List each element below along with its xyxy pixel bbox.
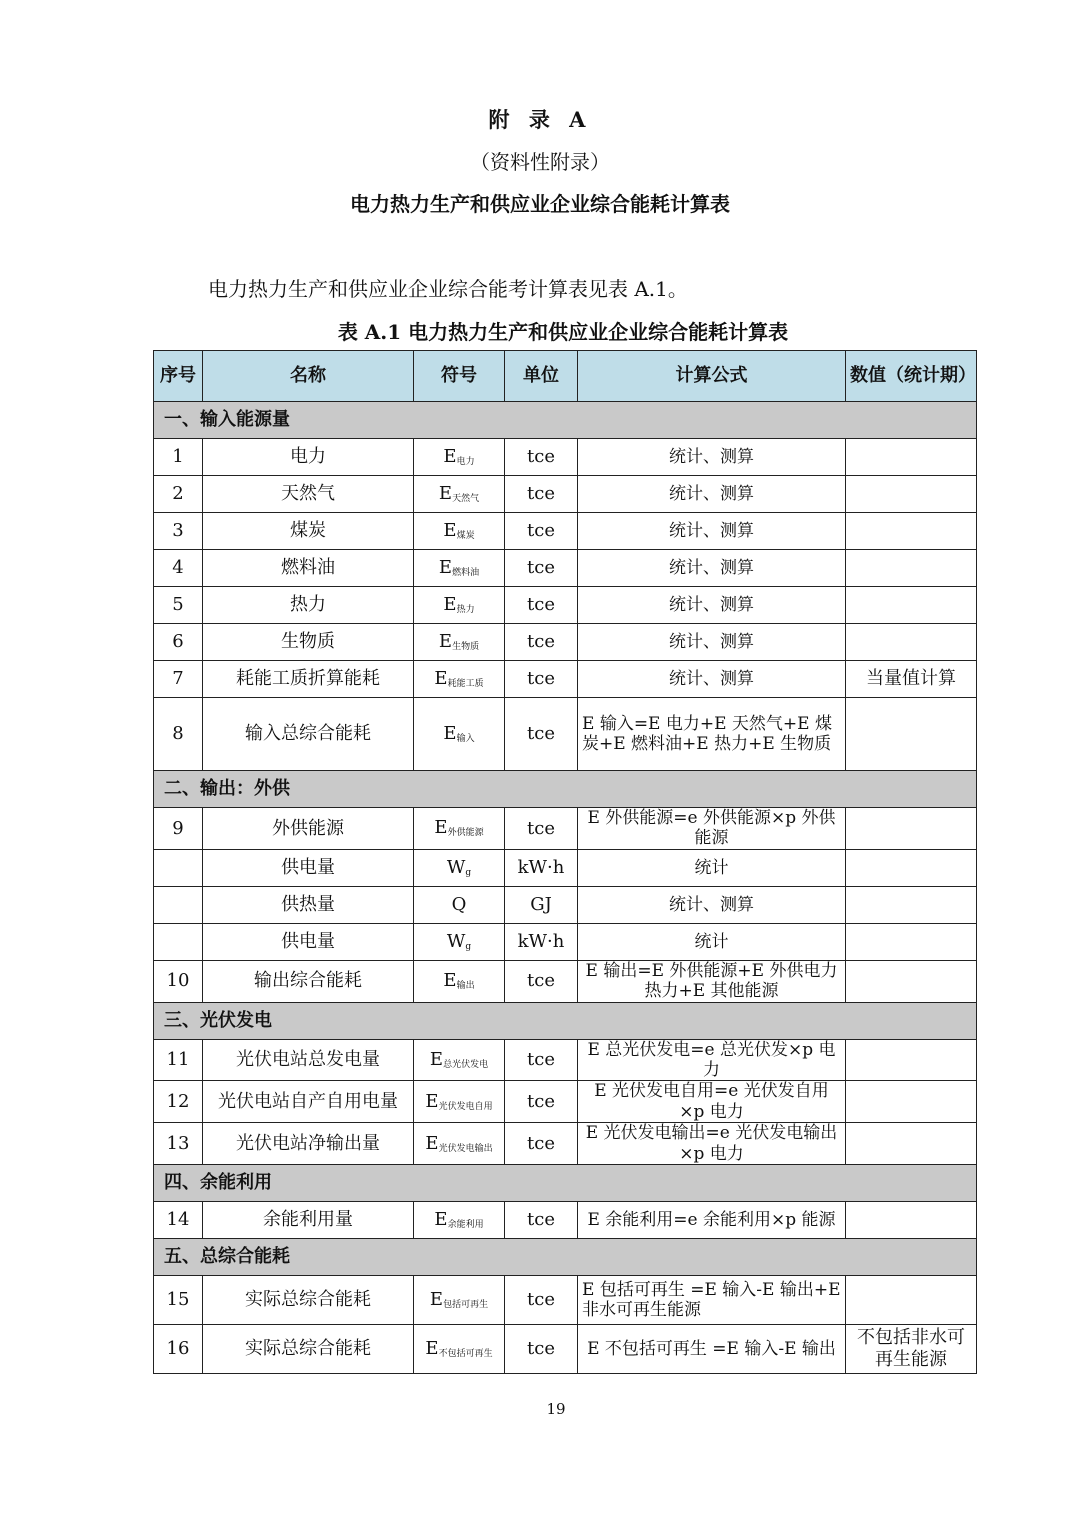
table-row — [154, 1201, 977, 1238]
cell-unit: tce — [505, 698, 578, 771]
cell-unit: tce — [505, 476, 578, 513]
symbol-subscript: 输入 — [456, 734, 475, 745]
cell-no: 7 — [154, 661, 203, 698]
cell-no: 4 — [154, 550, 203, 587]
symbol-main: E — [434, 1209, 448, 1230]
cell-formula: E 输入=E 电力+E 天然气+E 煤炭+E 燃料油+E 热力+E 生物质 — [578, 698, 846, 771]
cell-value — [846, 923, 977, 960]
symbol-subscript: 电力 — [456, 457, 475, 468]
cell-unit: tce — [505, 1081, 578, 1123]
symbol-main: E — [438, 631, 453, 653]
cell-symbol — [414, 476, 505, 513]
appendix-subtitle: （资料性附录） — [470, 150, 610, 174]
cell-symbol — [414, 661, 505, 698]
cell-value: 不包括非水可再生能源 — [846, 1324, 977, 1373]
cell-no: 16 — [154, 1324, 203, 1373]
table-row — [154, 1324, 977, 1373]
cell-name: 热力 — [203, 587, 414, 624]
symbol-main: E — [434, 817, 448, 839]
symbol-main: E — [425, 1338, 439, 1359]
symbol-subscript: 燃料油 — [452, 568, 480, 579]
cell-formula: 统计 — [578, 849, 846, 886]
cell-value: 当量值计算 — [846, 661, 977, 698]
cell-name: 天然气 — [203, 476, 414, 513]
cell-no — [154, 849, 203, 886]
table-row — [154, 1275, 977, 1324]
cell-formula: 统计、测算 — [578, 439, 846, 476]
section-row — [154, 1164, 977, 1201]
cell-name: 余能利用量 — [203, 1201, 414, 1238]
cell-name: 电力 — [203, 439, 414, 476]
page-number: 19 — [546, 1400, 566, 1418]
section-row — [154, 1238, 977, 1275]
cell-formula: E 包括可再生 =E 输入-E 输出+E 非水可再生能源 — [578, 1275, 846, 1324]
cell-value — [846, 550, 977, 587]
energy-calc-table — [153, 350, 977, 1374]
table-row — [154, 698, 977, 771]
symbol-main: W — [446, 856, 466, 878]
symbol-main: E — [443, 723, 457, 745]
cell-unit: tce — [505, 1039, 578, 1081]
table-row — [154, 624, 977, 661]
cell-formula: 统计 — [578, 923, 846, 960]
symbol-subscript: 天然气 — [452, 494, 480, 505]
cell-symbol — [414, 808, 505, 850]
cell-name: 外供能源 — [203, 808, 414, 850]
cell-unit: GJ — [505, 886, 578, 923]
cell-symbol — [414, 960, 505, 1002]
symbol-subscript: g — [465, 867, 472, 878]
cell-symbol — [414, 550, 505, 587]
appendix-name: 电力热力生产和供应业企业综合能耗计算表 — [350, 192, 730, 216]
cell-symbol — [414, 1081, 505, 1123]
cell-symbol — [414, 439, 505, 476]
cell-unit: tce — [505, 1275, 578, 1324]
symbol-main: E — [425, 1090, 439, 1112]
symbol-subscript: 煤炭 — [456, 531, 475, 542]
table-row — [154, 587, 977, 624]
table-row — [154, 661, 977, 698]
cell-symbol — [414, 886, 505, 923]
cell-unit: tce — [505, 587, 578, 624]
symbol-subscript: 生物质 — [452, 642, 480, 653]
cell-formula: 统计、测算 — [578, 587, 846, 624]
symbol-main: E — [443, 446, 457, 468]
cell-value — [846, 886, 977, 923]
cell-unit: tce — [505, 624, 578, 661]
symbol-subscript: 外供能源 — [447, 828, 484, 839]
cell-formula: E 输出=E 外供能源+E 外供电力热力+E 其他能源 — [578, 960, 846, 1002]
symbol-main: E — [443, 520, 457, 542]
cell-symbol — [414, 849, 505, 886]
cell-formula: E 余能利用=e 余能利用×p 能源 — [578, 1201, 846, 1238]
cell-unit: kW·h — [505, 923, 578, 960]
cell-no: 9 — [154, 808, 203, 850]
section-row — [154, 402, 977, 439]
section-row — [154, 771, 977, 808]
header-unit: 单位 — [505, 351, 578, 402]
header-symbol: 符号 — [414, 351, 505, 402]
cell-value — [846, 1201, 977, 1238]
cell-symbol — [414, 1324, 505, 1373]
cell-formula: 统计、测算 — [578, 886, 846, 923]
intro-paragraph: 电力热力生产和供应业企业综合能考计算表见表 A.1。 — [208, 277, 688, 301]
cell-name: 供电量 — [203, 923, 414, 960]
cell-symbol — [414, 513, 505, 550]
cell-name: 光伏电站净输出量 — [203, 1123, 414, 1165]
cell-unit: tce — [505, 661, 578, 698]
section-title: 三、光伏发电 — [154, 1002, 977, 1039]
cell-unit: tce — [505, 808, 578, 850]
cell-value — [846, 587, 977, 624]
cell-formula: 统计、测算 — [578, 513, 846, 550]
symbol-main: W — [446, 930, 466, 952]
cell-value — [846, 1275, 977, 1324]
cell-no — [154, 923, 203, 960]
cell-formula: 统计、测算 — [578, 550, 846, 587]
symbol-main: E — [438, 483, 453, 505]
cell-name: 实际总综合能耗 — [203, 1324, 414, 1373]
cell-unit: kW·h — [505, 849, 578, 886]
symbol-main: E — [434, 668, 448, 690]
table-row — [154, 476, 977, 513]
symbol-subscript: g — [465, 941, 472, 952]
cell-value — [846, 808, 977, 850]
symbol-main: E — [425, 1132, 439, 1154]
table-row — [154, 439, 977, 476]
symbol-main: E — [443, 594, 457, 616]
cell-symbol — [414, 1275, 505, 1324]
cell-name: 煤炭 — [203, 513, 414, 550]
cell-name: 输入总综合能耗 — [203, 698, 414, 771]
cell-symbol — [414, 1123, 505, 1165]
cell-symbol — [414, 698, 505, 771]
symbol-main: E — [429, 1289, 444, 1310]
cell-symbol — [414, 587, 505, 624]
section-title: 一、输入能源量 — [154, 402, 977, 439]
cell-formula: E 外供能源=e 外供能源×p 外供能源 — [578, 808, 846, 850]
cell-unit: tce — [505, 1123, 578, 1165]
appendix-title: 附 录 A — [488, 107, 592, 132]
symbol-main: E — [443, 970, 457, 992]
symbol-subscript: 总光伏发电 — [443, 1060, 489, 1071]
cell-name: 燃料油 — [203, 550, 414, 587]
table-row — [154, 849, 977, 886]
cell-value — [846, 1123, 977, 1165]
symbol-subscript: 耗能工质 — [447, 679, 484, 690]
table-row — [154, 923, 977, 960]
table-caption: 表 A.1 电力热力生产和供应业企业综合能耗计算表 — [337, 320, 789, 344]
section-title: 四、余能利用 — [154, 1164, 977, 1201]
header-name: 名称 — [203, 351, 414, 402]
cell-formula: 统计、测算 — [578, 661, 846, 698]
cell-value — [846, 698, 977, 771]
table-row — [154, 1123, 977, 1165]
table-row — [154, 1039, 977, 1081]
cell-value — [846, 849, 977, 886]
cell-no: 1 — [154, 439, 203, 476]
table-row — [154, 808, 977, 850]
cell-value — [846, 1081, 977, 1123]
cell-name: 光伏电站总发电量 — [203, 1039, 414, 1081]
header-value: 数值（统计期） — [846, 351, 977, 402]
cell-name: 供热量 — [203, 886, 414, 923]
symbol-main: E — [438, 557, 453, 579]
cell-no: 14 — [154, 1201, 203, 1238]
cell-formula: E 光伏发电输出=e 光伏发电输出×p 电力 — [578, 1123, 846, 1165]
cell-no: 5 — [154, 587, 203, 624]
cell-value — [846, 1039, 977, 1081]
cell-name: 实际总综合能耗 — [203, 1275, 414, 1324]
cell-formula: 统计、测算 — [578, 476, 846, 513]
cell-formula: E 不包括可再生 =E 输入-E 输出 — [578, 1324, 846, 1373]
cell-symbol — [414, 1201, 505, 1238]
cell-no: 10 — [154, 960, 203, 1002]
cell-no: 8 — [154, 698, 203, 771]
table-row — [154, 960, 977, 1002]
symbol-subscript: 包括可再生 — [443, 1300, 489, 1310]
section-row — [154, 1002, 977, 1039]
table-row — [154, 513, 977, 550]
table-row — [154, 550, 977, 587]
cell-name: 生物质 — [203, 624, 414, 661]
table-row — [154, 886, 977, 923]
cell-value — [846, 624, 977, 661]
symbol-subscript: 余能利用 — [447, 1220, 484, 1230]
symbol-subscript: 不包括可再生 — [438, 1349, 493, 1359]
symbol-subscript: 输出 — [456, 981, 475, 992]
cell-symbol — [414, 624, 505, 661]
cell-unit: tce — [505, 960, 578, 1002]
cell-no: 6 — [154, 624, 203, 661]
table-row — [154, 1081, 977, 1123]
cell-name: 光伏电站自产自用电量 — [203, 1081, 414, 1123]
cell-name: 输出综合能耗 — [203, 960, 414, 1002]
section-title: 五、总综合能耗 — [154, 1238, 977, 1275]
cell-formula: E 光伏发电自用=e 光伏发自用×p 电力 — [578, 1081, 846, 1123]
cell-value — [846, 476, 977, 513]
symbol-main: Q — [451, 893, 467, 915]
symbol-subscript: 热力 — [456, 605, 475, 616]
cell-unit: tce — [505, 513, 578, 550]
cell-value — [846, 513, 977, 550]
cell-no — [154, 886, 203, 923]
cell-no: 11 — [154, 1039, 203, 1081]
header-no: 序号 — [154, 351, 203, 402]
header-formula: 计算公式 — [578, 351, 846, 402]
cell-unit: tce — [505, 1201, 578, 1238]
section-title: 二、输出：外供 — [154, 771, 977, 808]
cell-unit: tce — [505, 439, 578, 476]
cell-formula: E 总光伏发电=e 总光伏发×p 电力 — [578, 1039, 846, 1081]
cell-no: 13 — [154, 1123, 203, 1165]
cell-unit: tce — [505, 1324, 578, 1373]
cell-formula: 统计、测算 — [578, 624, 846, 661]
cell-symbol — [414, 1039, 505, 1081]
cell-name: 供电量 — [203, 849, 414, 886]
cell-name: 耗能工质折算能耗 — [203, 661, 414, 698]
cell-unit: tce — [505, 550, 578, 587]
cell-value — [846, 960, 977, 1002]
cell-no: 15 — [154, 1275, 203, 1324]
symbol-subscript: 光伏发电输出 — [438, 1143, 493, 1154]
cell-value — [846, 439, 977, 476]
cell-no: 3 — [154, 513, 203, 550]
cell-symbol — [414, 923, 505, 960]
cell-no: 12 — [154, 1081, 203, 1123]
symbol-main: E — [429, 1049, 444, 1071]
cell-no: 2 — [154, 476, 203, 513]
symbol-subscript: 光伏发电自用 — [438, 1101, 493, 1112]
